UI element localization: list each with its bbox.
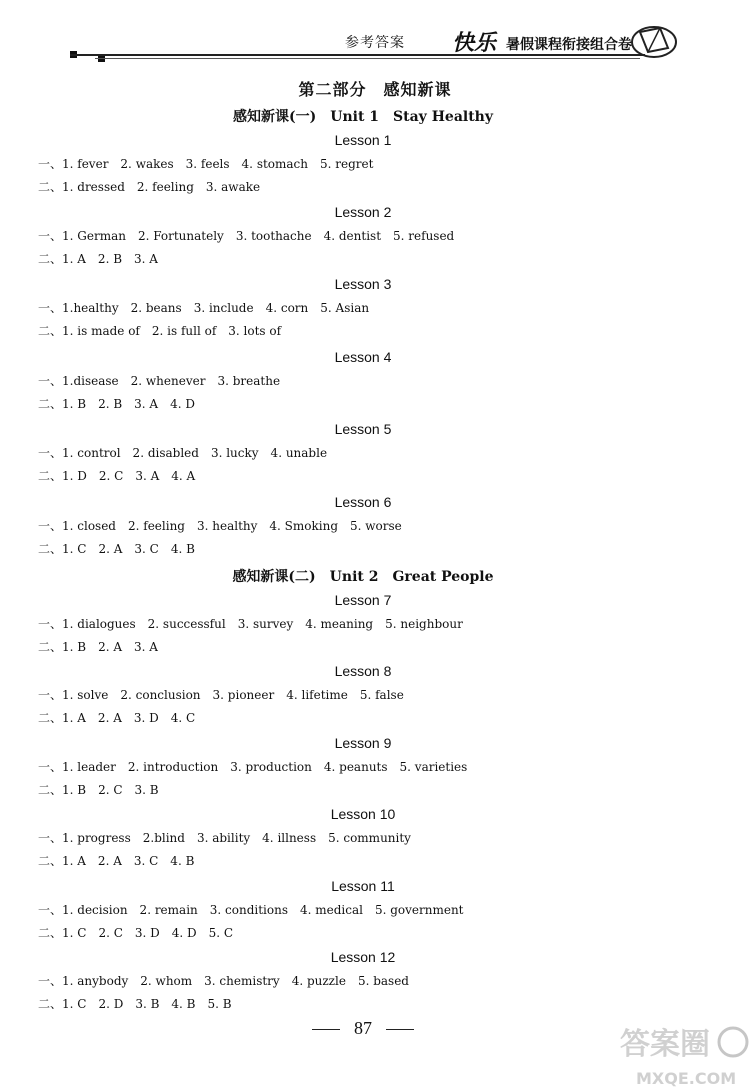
answer-line-part-1: 一、1. closed 2. feeling 3. healthy 4. Smoking 5. worse [38,519,402,533]
answer-line-part-2: 二、1. is made of 2. is full of 3. lots of [38,324,282,338]
header-series-title: 暑假课程衔接组合卷 [506,37,632,53]
answer-line-part-1: 一、1.healthy 2. beans 3. include 4. corn 5. Asian [38,301,370,315]
unit-title: 感知新课(一) Unit 1 Stay Healthy [233,109,493,125]
answer-line-part-2: 二、1. B 2. C 3. B [38,783,159,797]
answer-line-part-2: 二、1. C 2. C 3. D 4. D 5. C [38,926,234,940]
book-logo-icon [630,20,678,60]
header-rule [70,54,645,56]
answer-line-part-1: 一、1. dialogues 2. successful 3. survey 4. meaning 5. neighbour [38,617,463,631]
watermark-logo [618,1020,750,1091]
lesson-title: Lesson 10 [330,806,396,822]
part-title: 第二部分 感知新课 [298,80,452,99]
lesson-title: Lesson 6 [334,494,392,510]
answer-line-part-1: 一、1. decision 2. remain 3. conditions 4. medical 5. government [38,903,464,917]
answer-line-part-2: 二、1. A 2. B 3. A [38,252,158,266]
page-number-dash [386,1029,414,1030]
lesson-title: Lesson 5 [334,421,392,437]
lesson-title: Lesson 1 [334,132,392,148]
answer-line-part-1: 一、1. solve 2. conclusion 3. pioneer 4. lifetime 5. false [38,688,404,702]
header-reference-label: 参考答案 [345,35,405,51]
lesson-title: Lesson 4 [334,349,392,365]
header-rule [95,58,640,59]
lesson-title: Lesson 2 [334,204,392,220]
watermark-text: 答案圈 [620,1027,710,1062]
answer-line-part-2: 二、1. C 2. A 3. C 4. B [38,542,195,556]
answer-line-part-1: 一、1. fever 2. wakes 3. feels 4. stomach 5. regret [38,157,374,171]
answer-line-part-1: 一、1. leader 2. introduction 3. production 4. peanuts 5. varieties [38,760,468,774]
answer-line-part-2: 二、1. B 2. B 3. A 4. D [38,397,195,411]
answer-line-part-2: 二、1. C 2. D 3. B 4. B 5. B [38,997,232,1011]
page-number-value: 87 [354,1018,372,1038]
lesson-title: Lesson 11 [331,878,395,894]
lesson-title: Lesson 12 [330,949,396,965]
answer-line-part-1: 一、1. control 2. disabled 3. lucky 4. unable [38,446,328,460]
unit-title: 感知新课(二) Unit 2 Great People [232,569,494,585]
lesson-title: Lesson 8 [334,663,392,679]
page-number-dash [312,1029,340,1030]
answer-line-part-1: 一、1. anybody 2. whom 3. chemistry 4. puzzle 5. based [38,974,409,988]
answer-line-part-2: 二、1. dressed 2. feeling 3. awake [38,180,261,194]
answer-line-part-1: 一、1.disease 2. whenever 3. breathe [38,374,281,388]
lesson-title: Lesson 3 [334,276,392,292]
answer-line-part-1: 一、1. progress 2.blind 3. ability 4. illness 5. community [38,831,411,845]
watermark-url: MXQE.COM [636,1069,737,1088]
lesson-title: Lesson 9 [334,735,392,751]
page-header [0,0,750,70]
answer-line-part-2: 二、1. A 2. A 3. D 4. C [38,711,196,725]
header-brand: 快乐 [452,31,497,56]
lesson-title: Lesson 7 [334,592,392,608]
answer-line-part-1: 一、1. German 2. Fortunately 3. toothache 4. dentist 5. refused [38,229,455,243]
answer-line-part-2: 二、1. D 2. C 3. A 4. A [38,469,196,483]
answer-line-part-2: 二、1. A 2. A 3. C 4. B [38,854,195,868]
answer-line-part-2: 二、1. B 2. A 3. A [38,640,158,654]
